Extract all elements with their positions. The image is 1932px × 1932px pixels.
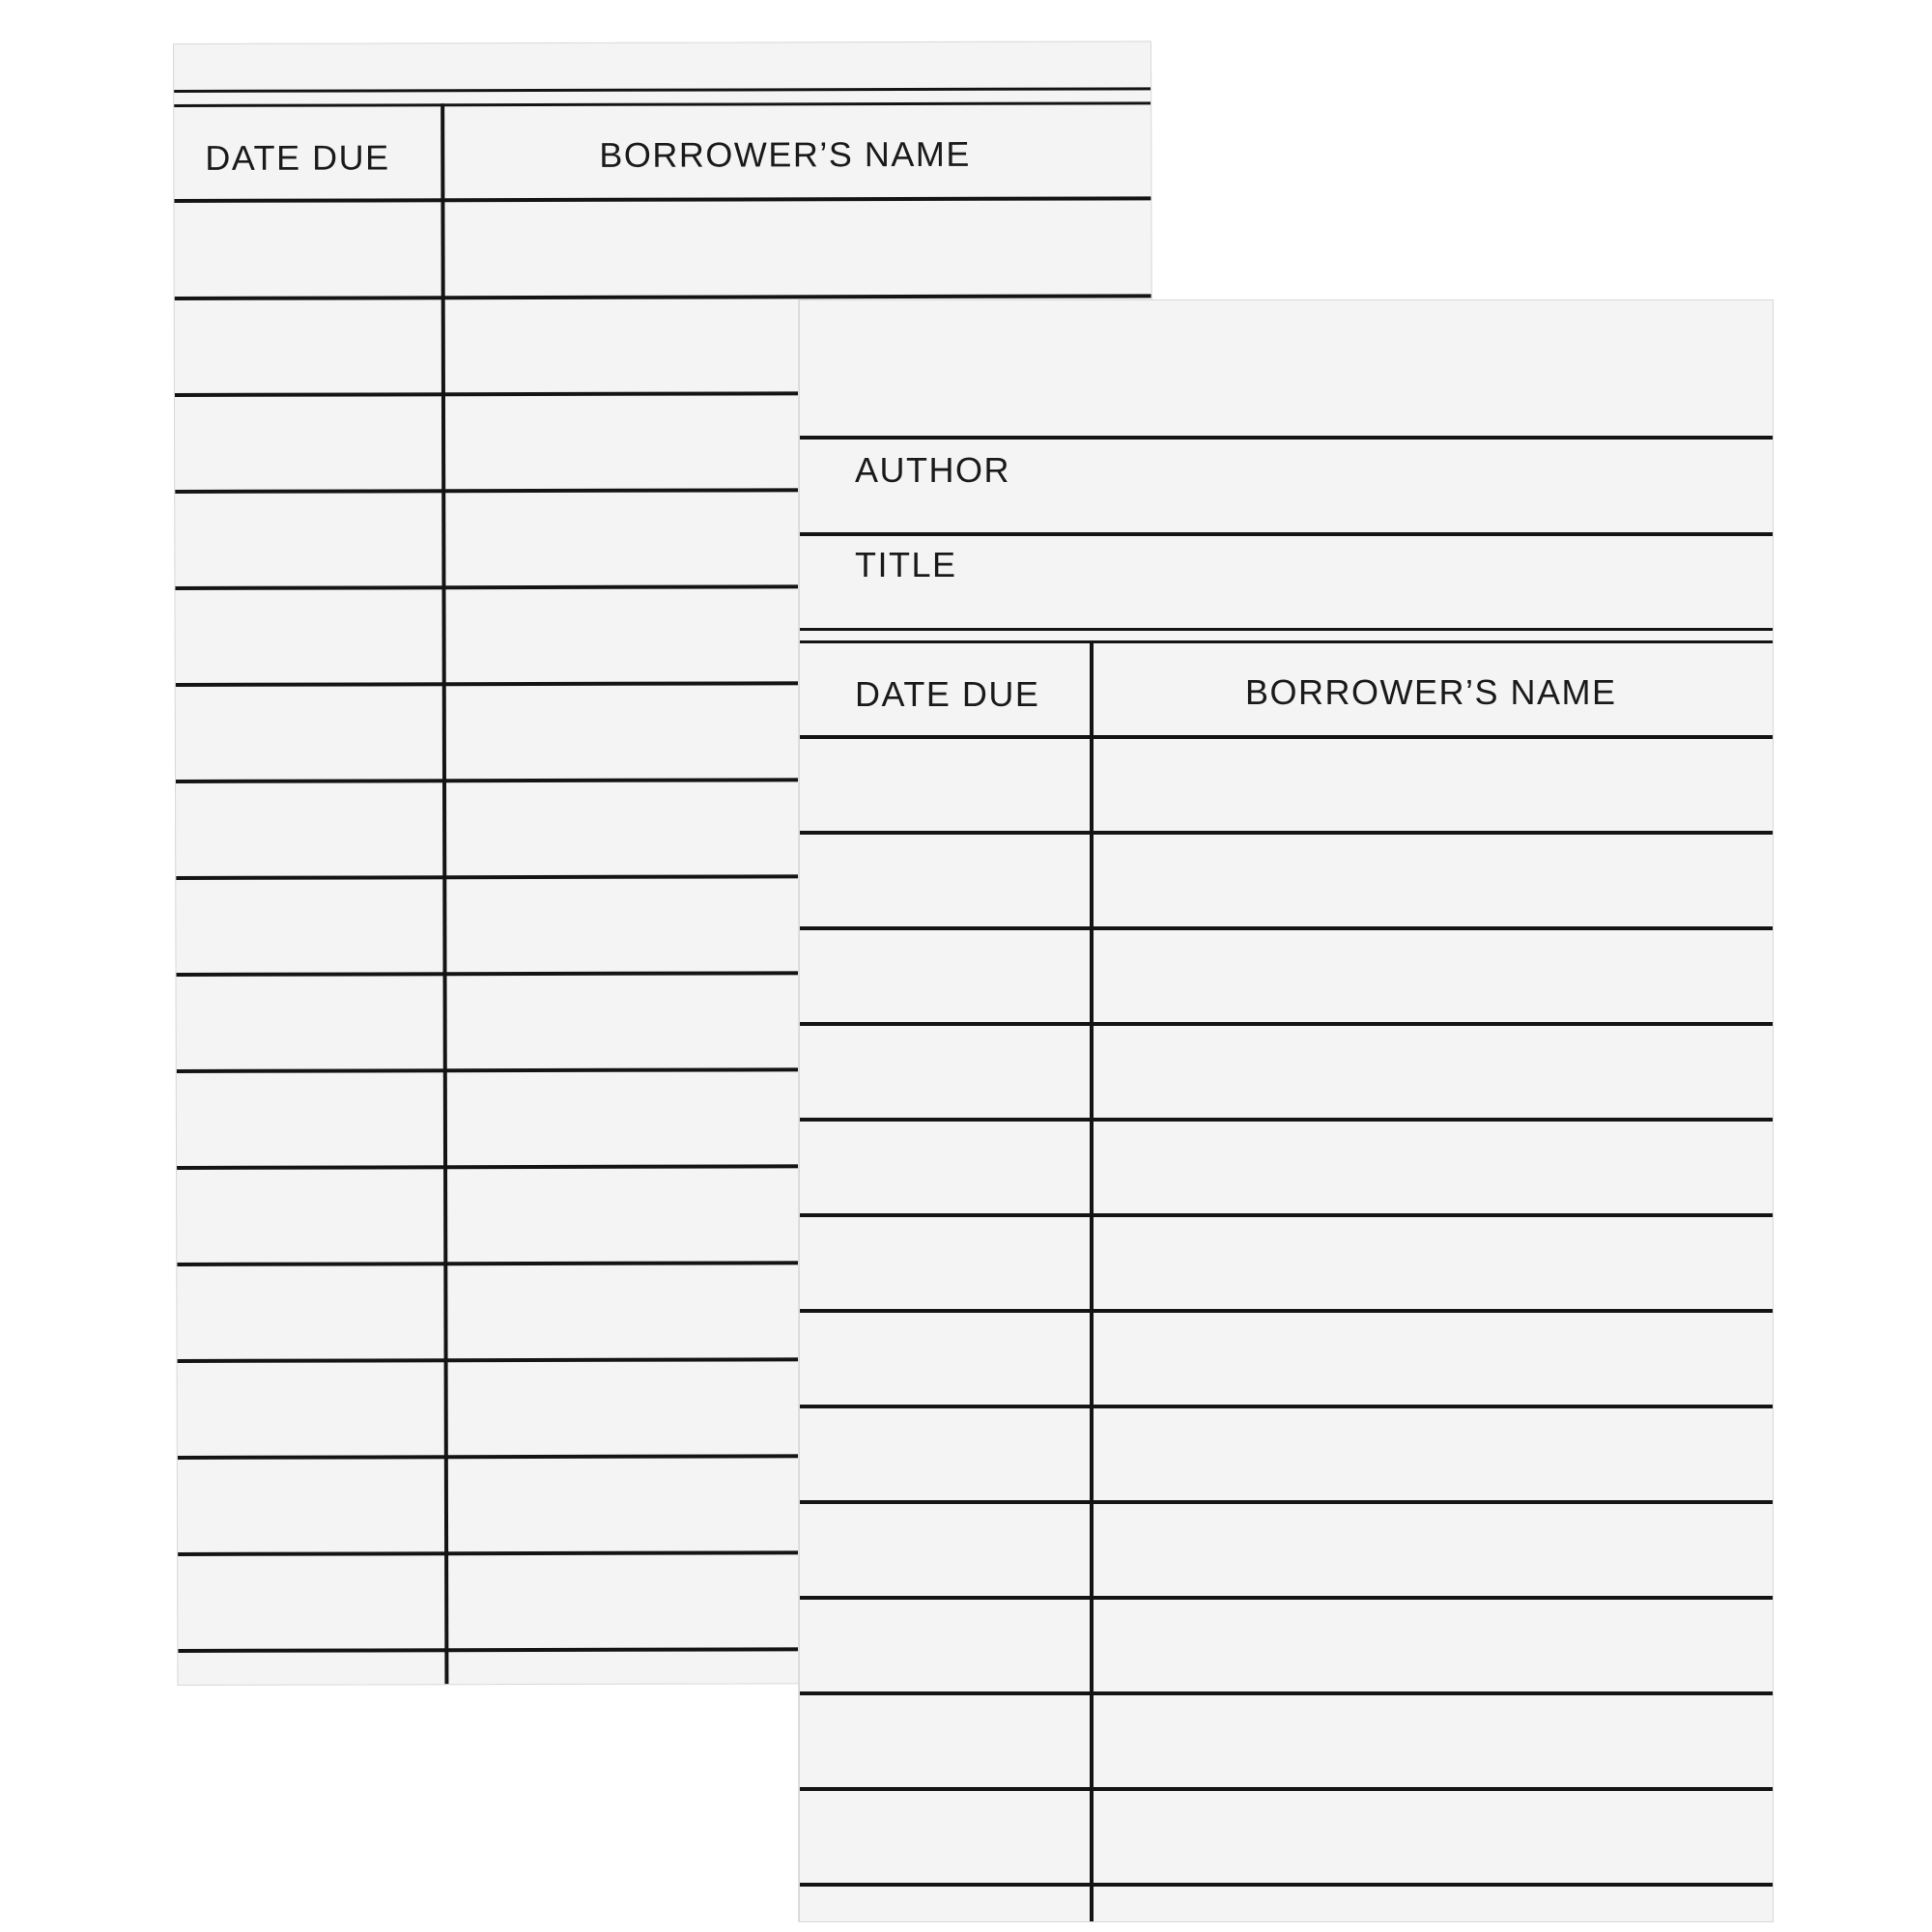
date-due-header: DATE DUE (855, 674, 1040, 714)
double-rule-bottom (174, 101, 1151, 107)
row-line (800, 1118, 1773, 1122)
date-due-header: DATE DUE (205, 137, 390, 178)
row-line (800, 831, 1773, 835)
borrower-name-header: BORROWER’S NAME (1245, 672, 1617, 712)
row-line (800, 1691, 1773, 1695)
row-line (800, 1022, 1773, 1026)
title-rule (800, 532, 1773, 536)
column-divider (440, 103, 448, 1684)
row-line (174, 196, 1151, 203)
row-line (800, 735, 1773, 739)
double-rule-bottom (800, 640, 1773, 643)
row-line (800, 1596, 1773, 1600)
double-rule-top (174, 87, 1151, 93)
author-label: AUTHOR (855, 450, 1010, 490)
library-card-front (799, 299, 1774, 1922)
double-rule-top (800, 628, 1773, 631)
row-line (800, 1787, 1773, 1791)
row-line (800, 1213, 1773, 1217)
borrower-name-header: BORROWER’S NAME (599, 133, 971, 175)
row-line (800, 1883, 1773, 1887)
row-line (800, 1309, 1773, 1313)
title-label: TITLE (855, 545, 957, 584)
row-line (800, 1500, 1773, 1504)
row-line (800, 926, 1773, 930)
author-rule (800, 436, 1773, 440)
row-line (800, 1405, 1773, 1408)
